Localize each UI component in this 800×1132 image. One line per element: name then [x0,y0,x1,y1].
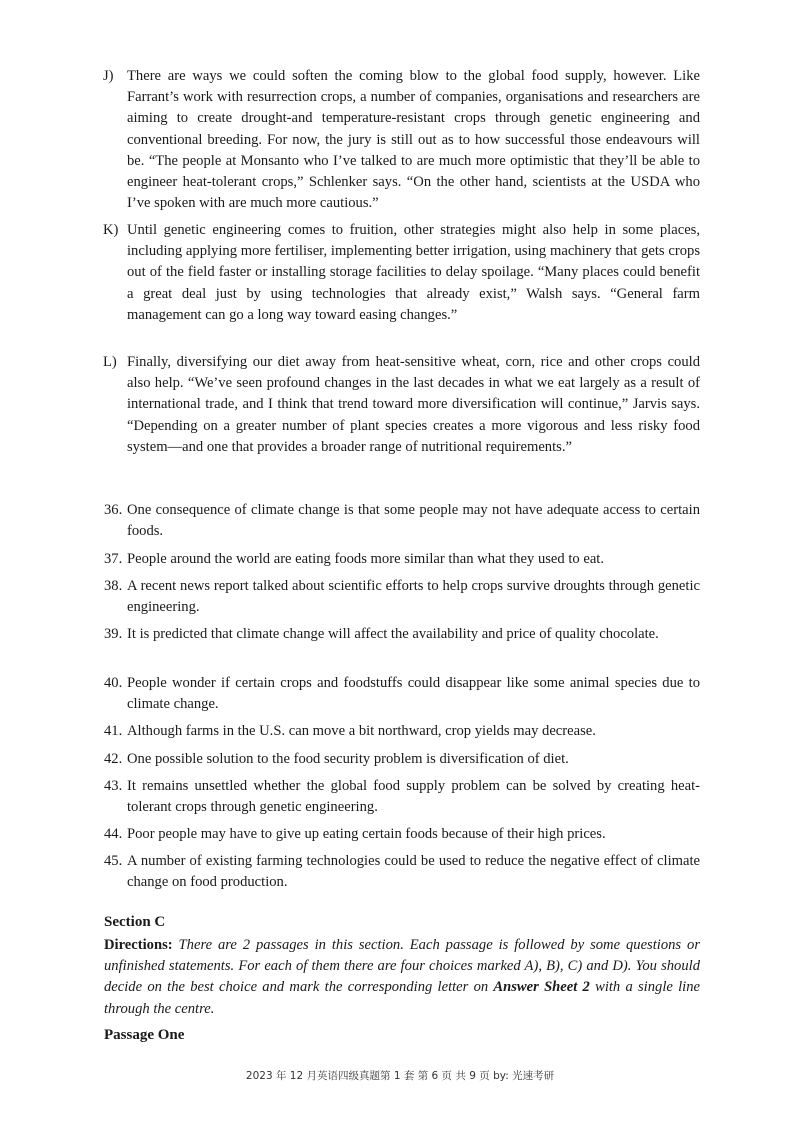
question-text: It is predicted that climate change will affect the availability and price of quality chocolate. [127,626,659,642]
question-text: A number of existing farming technologies could be used to reduce the negative effect of climate change on food production. [127,853,700,891]
passage-title: Passage One [104,1027,185,1043]
question-text: People around the world are eating foods more similar than what they used to eat. [127,551,604,567]
question-number: 45. [104,853,123,869]
paragraph-l [104,352,700,458]
question-41 [104,721,700,742]
question-number: 44. [104,826,123,842]
section-title: Section C [104,914,166,930]
paragraph-text: There are ways we could soften the coming blow to the global food supply, however. Like Farrant’s work with resurrection crops, a number of companies, organisations and researchers are aiming to create drought-and temperature-resistant crops through genetic engineering and conventional breeding. For now, the jury is still out as to how successful those endeavours will be. “The people at Monsanto who I’ve talked to are much more optimistic that they’ll be able to engineer heat-tolerant crops,” Schlenker says. “On the other hand, scientists at the USDA who I’ve spoken with are much more cautious.” [127,68,700,212]
directions-text: There are 2 passages in this section. Each passage is followed by some questions or unfinished statements. For each of them there are four choices marked A), B), C) and D). You should decide on the best choice and mark the corresponding letter on [104,937,700,996]
paragraph-text: Finally, diversifying our diet away from heat-sensitive wheat, corn, rice and other crops could also help. “We’ve seen profound changes in the last decades in what we eat largely as a result of international trade, and I think that trend toward more diversification will continue,” Jarvis says. “Depending on a greater number of plant species creates a more vigorous and less risky food system—and one that provides a broader range of nutritional requirements.” [127,354,700,455]
paragraph-j [104,66,700,214]
question-42 [104,749,700,770]
question-number: 37. [104,551,123,567]
question-number: 36. [104,502,123,518]
question-44 [104,824,700,845]
directions [104,935,700,1020]
question-37 [104,549,700,570]
question-39 [104,624,700,645]
paragraph-text: Until genetic engineering comes to fruition, other strategies might also help in some places, including applying more fertiliser, implementing better irrigation, using machinery that gets crops out of the field faster or installing storage facilities to delay spoilage. “Many places could benefit a great deal just by using technologies that already exist,” Walsh says. “General farm management can go a long way toward easing changes.” [127,222,700,323]
question-text: Poor people may have to give up eating certain foods because of their high prices. [127,826,606,842]
directions-text-end: with a single line through the centre. [104,979,700,1017]
question-text: A recent news report talked about scientific efforts to help crops survive droughts through genetic engineering. [127,578,700,616]
question-45 [104,851,700,893]
question-number: 39. [104,626,123,642]
question-36 [104,500,700,542]
question-38 [104,576,700,618]
answer-sheet-reference: Answer Sheet 2 [493,979,590,996]
paragraph-label: K) [103,222,119,238]
paragraph-label: L) [103,354,117,370]
question-number: 42. [104,751,123,767]
question-text: People wonder if certain crops and foodstuffs could disappear like some animal species due to climate change. [127,675,700,713]
question-number: 43. [104,778,123,794]
paragraph-k [104,220,700,326]
question-text: One consequence of climate change is that some people may not have adequate access to certain foods. [127,502,700,540]
directions-label: Directions: [104,937,173,953]
question-number: 38. [104,578,123,594]
paragraph-label: J) [103,68,114,84]
question-number: 40. [104,675,123,691]
question-text: It remains unsettled whether the global food supply problem can be solved by creating heat-tolerant crops through genetic engineering. [127,778,700,816]
question-43 [104,776,700,818]
question-text: Although farms in the U.S. can move a bit northward, crop yields may decrease. [127,723,596,739]
question-number: 41. [104,723,123,739]
page-footer: 2023 年 12 月英语四级真题第 1 套 第 6 页 共 9 页 by: 光速考研 [245,1070,555,1082]
question-text: One possible solution to the food security problem is diversification of diet. [127,751,569,767]
question-40 [104,673,700,715]
